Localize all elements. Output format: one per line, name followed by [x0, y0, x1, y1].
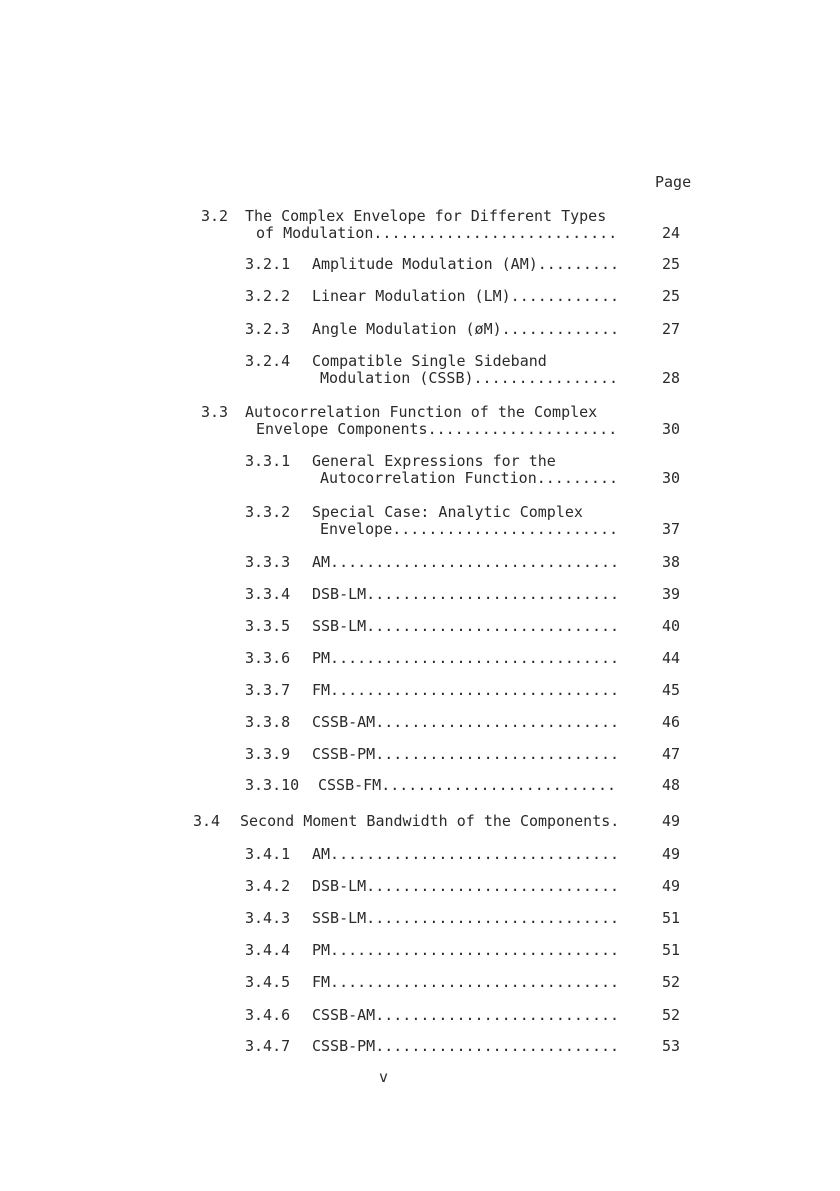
toc-section-title: Compatible Single Sideband [312, 352, 547, 370]
toc-section-title: Special Case: Analytic Complex [312, 503, 583, 521]
toc-section-title: CSSB-PM........................... [312, 745, 620, 763]
toc-section-title: Second Moment Bandwidth of the Components. [240, 812, 620, 830]
toc-page-number: 39 [662, 585, 681, 603]
toc-page-number: 45 [662, 681, 681, 699]
toc-section-title: DSB-LM............................ [312, 877, 620, 895]
toc-section-number: 3.3.7 [245, 681, 291, 699]
toc-page-number: 30 [662, 469, 681, 487]
toc-section-number: 3.3.6 [245, 649, 291, 667]
toc-page-number: 24 [662, 224, 681, 242]
toc-section-title-continued: of Modulation........................... [256, 224, 618, 242]
toc-section-number: 3.3.3 [245, 553, 291, 571]
toc-section-title: PM................................ [312, 649, 620, 667]
toc-section-title: Amplitude Modulation (AM)......... [312, 255, 620, 273]
toc-section-number: 3.4 [193, 812, 221, 830]
toc-page-number: 49 [662, 812, 681, 830]
toc-section-number: 3.4.2 [245, 877, 291, 895]
toc-section-number: 3.2.2 [245, 287, 291, 305]
toc-section-number: 3.3.9 [245, 745, 291, 763]
toc-section-title: General Expressions for the [312, 452, 556, 470]
toc-page-number: 40 [662, 617, 681, 635]
toc-page-number: 52 [662, 1006, 681, 1024]
toc-section-title-continued: Envelope......................... [320, 520, 619, 538]
toc-section-number: 3.3.10 [245, 776, 300, 794]
toc-section-number: 3.3.5 [245, 617, 291, 635]
toc-page-number: 44 [662, 649, 681, 667]
toc-section-title: FM................................ [312, 973, 620, 991]
toc-section-title: SSB-LM............................ [312, 617, 620, 635]
toc-section-number: 3.4.3 [245, 909, 291, 927]
toc-page-number: 51 [662, 909, 681, 927]
toc-page-number: 49 [662, 877, 681, 895]
toc-section-title: PM................................ [312, 941, 620, 959]
toc-section-title: CSSB-AM........................... [312, 1006, 620, 1024]
toc-section-number: 3.4.4 [245, 941, 291, 959]
toc-page-number: 27 [662, 320, 681, 338]
toc-section-title: FM................................ [312, 681, 620, 699]
toc-page-number: 25 [662, 255, 681, 273]
toc-page-number: 28 [662, 369, 681, 387]
toc-page-number: 49 [662, 845, 681, 863]
toc-section-title: CSSB-AM........................... [312, 713, 620, 731]
toc-section-number: 3.3.1 [245, 452, 291, 470]
toc-page-number: 48 [662, 776, 681, 794]
toc-page-number: 53 [662, 1037, 681, 1055]
toc-page-number: 38 [662, 553, 681, 571]
toc-section-number: 3.3.2 [245, 503, 291, 521]
toc-section-title: SSB-LM............................ [312, 909, 620, 927]
toc-section-title-continued: Modulation (CSSB)................ [320, 369, 619, 387]
toc-section-number: 3.3.4 [245, 585, 291, 603]
toc-section-number: 3.2.1 [245, 255, 291, 273]
page-number: v [379, 1068, 389, 1086]
toc-section-number: 3.2.4 [245, 352, 291, 370]
toc-section-title: Autocorrelation Function of the Complex [245, 403, 598, 421]
toc-page-number: 37 [662, 520, 681, 538]
toc-section-title: AM................................ [312, 845, 620, 863]
toc-page-number: 46 [662, 713, 681, 731]
toc-page-number: 25 [662, 287, 681, 305]
page-column-header: Page [655, 173, 692, 191]
toc-section-title: Linear Modulation (LM)............ [312, 287, 620, 305]
toc-section-number: 3.3 [201, 403, 229, 421]
toc-section-title-continued: Envelope Components..................... [256, 420, 618, 438]
toc-page-number: 30 [662, 420, 681, 438]
toc-section-number: 3.2.3 [245, 320, 291, 338]
toc-section-number: 3.4.6 [245, 1006, 291, 1024]
toc-section-title: CSSB-FM.......................... [318, 776, 617, 794]
toc-section-number: 3.4.7 [245, 1037, 291, 1055]
toc-section-number: 3.2 [201, 207, 229, 225]
toc-section-number: 3.3.8 [245, 713, 291, 731]
toc-section-title: CSSB-PM........................... [312, 1037, 620, 1055]
toc-section-title: AM................................ [312, 553, 620, 571]
toc-section-title-continued: Autocorrelation Function......... [320, 469, 619, 487]
toc-section-title: Angle Modulation (øM)............. [312, 320, 620, 338]
toc-page-number: 51 [662, 941, 681, 959]
toc-page-number: 47 [662, 745, 681, 763]
toc-section-title: DSB-LM............................ [312, 585, 620, 603]
toc-section-number: 3.4.5 [245, 973, 291, 991]
toc-page-number: 52 [662, 973, 681, 991]
toc-section-number: 3.4.1 [245, 845, 291, 863]
toc-section-title: The Complex Envelope for Different Types [245, 207, 607, 225]
